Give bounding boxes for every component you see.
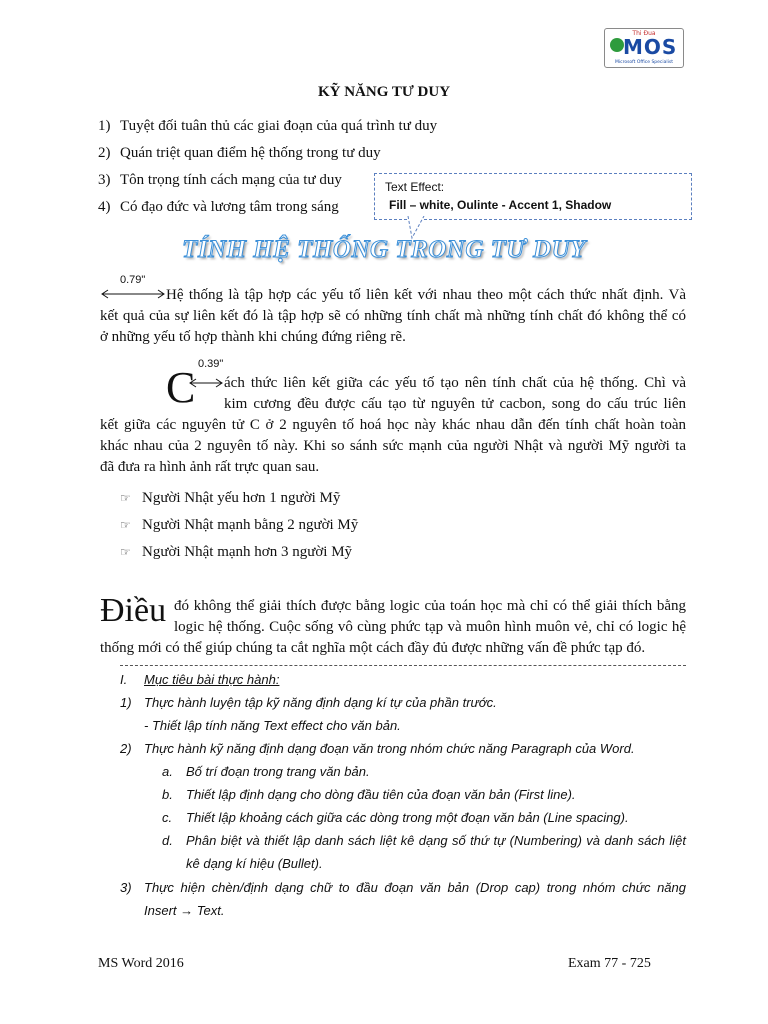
practice-item-num: 3) (120, 880, 132, 895)
practice-subitem: Thiết lập khoảng cách giữa các dòng trong một đoạn văn bản (Line spacing). (186, 810, 629, 825)
callout-heading: Text Effect: (385, 180, 445, 194)
para3-line1: đó không thể giải thích được bằng logic của toán học mà chỉ có thể giải thích bằng (174, 598, 686, 614)
practice-item-num: 1) (120, 695, 132, 710)
para2-line2: kim cương đều được cấu tạo từ nguyên tử cacbon, song do cấu trúc liên (224, 396, 686, 412)
logo-word: MOS (623, 35, 678, 59)
para2-line5: đã đưa ra hình ảnh rất trực quan sau. (100, 459, 320, 475)
mos-logo (604, 28, 684, 68)
indent-arrow-icon (100, 288, 166, 300)
footer-right: Exam 77 - 725 (568, 956, 651, 971)
drop-cap-word: Điều (100, 592, 167, 629)
para2-line4: khác nhau của 2 nguyên tố này. Khi so sánh sức mạnh của người Nhật và người Mỹ người ta (100, 438, 686, 454)
page-title: KỸ NĂNG TƯ DUY (317, 84, 451, 100)
pointing-hand-bullet-icon: ☞ (120, 545, 131, 559)
principle-num: 2) (98, 145, 111, 161)
principle-text: Tuyệt đối tuân thủ các giai đoạn của quá trình tư duy (120, 118, 438, 134)
practice-heading: Mục tiêu bài thực hành: (144, 672, 280, 687)
para1-line1: Hệ thống là tập hợp các yếu tố liên kết với nhau theo một cách thức nhất định. Và (166, 287, 686, 303)
para2-line1: ách thức liên kết giữa các yếu tố tạo nên tính chất của hệ thống. Chì và (224, 375, 686, 391)
para1-line2: kết quả của sự liên kết đó là tập hợp sẽ có những tính chất mà những tính chất đó không thể có (100, 308, 686, 324)
practice-item-num: 2) (120, 741, 132, 756)
list-item-text: Người Nhật mạnh hơn 3 người Mỹ (142, 544, 353, 560)
logo-ball-icon (610, 38, 624, 52)
practice-subitem: Phân biệt và thiết lập danh sách liệt kê dạng số thứ tự (Numbering) và danh sách liệt (186, 833, 686, 848)
first-line-indent-label: 0.79" (120, 274, 146, 286)
pointing-hand-bullet-icon: ☞ (120, 491, 131, 505)
callout-detail: Fill – white, Oulinte - Accent 1, Shadow (389, 198, 612, 212)
principle-text: Tôn trọng tính cách mạng của tư duy (120, 172, 342, 188)
para3-line3: thống mới có thể giúp chúng ta cắt nghĩa một cách đầy đủ được những vấn đề phức tạp đó. (100, 640, 646, 656)
practice-subitem: Bố trí đoạn trong trang văn bản. (186, 764, 370, 779)
principle-item (98, 199, 339, 216)
practice-heading-num: I. (120, 672, 128, 687)
practice-sub-letter: b. (162, 787, 173, 802)
list-item (120, 490, 340, 507)
pointing-hand-bullet-icon: ☞ (120, 518, 131, 532)
practice-subitem-cont: kê dạng kí hiệu (Bullet). (186, 856, 323, 871)
principle-text: Có đạo đức và lương tâm trong sáng (120, 199, 339, 215)
practice-item: Thực hành kỹ năng định dạng đoạn văn trong nhóm chức năng Paragraph của Word. (144, 741, 635, 756)
text-effect-callout (374, 173, 692, 220)
practice-subitem: - Thiết lập tính năng Text effect cho văn bản. (144, 718, 401, 733)
principle-num: 3) (98, 172, 111, 188)
section-divider (120, 665, 686, 666)
principle-item (98, 118, 437, 135)
list-item (120, 544, 352, 561)
text-effect-heading: TÍNH HỆ THỐNG TRONG TƯ DUY (182, 236, 586, 263)
practice-item: Thực hiện chèn/định dạng chữ to đầu đoạn văn bản (Drop cap) trong nhóm chức năng (144, 880, 686, 895)
principle-item (98, 145, 381, 162)
list-item-text: Người Nhật mạnh bằng 2 người Mỹ (142, 517, 359, 533)
footer-left: MS Word 2016 (98, 956, 184, 971)
para3-line2: logic hệ thống. Cuộc sống vô cùng phức tạp và muôn hình muôn vẻ, chỉ có logic hệ (174, 619, 686, 635)
para2-line3: kết giữa các nguyên tử C ở 2 nguyên tố hoá học này khác nhau dẫn đến tính chất hoàn toàn (100, 417, 686, 433)
drop-cap-distance-arrow-icon (188, 377, 224, 389)
principle-num: 1) (98, 118, 111, 134)
logo-top-text: Thi Đua (632, 30, 656, 37)
para1-line3: ở những yếu tố hợp thành khi chúng đứng riêng rẽ. (100, 329, 406, 345)
list-item-text: Người Nhật yếu hơn 1 người Mỹ (142, 490, 341, 506)
principle-item (98, 172, 342, 189)
list-item (120, 517, 358, 534)
drop-cap-letter: C (166, 363, 196, 412)
practice-item-cont: Insert → Text. (144, 903, 225, 918)
logo-bottom-text: Microsoft Office Specialist (614, 60, 674, 65)
practice-sub-letter: a. (162, 764, 173, 779)
principle-num: 4) (98, 199, 111, 215)
practice-sub-letter: d. (162, 833, 173, 848)
drop-cap-distance-label: 0.39" (198, 358, 224, 370)
principle-text: Quán triệt quan điểm hệ thống trong tư duy (120, 145, 381, 161)
practice-subitem: Thiết lập định dạng cho dòng đầu tiên của đoạn văn bản (First line). (186, 787, 576, 802)
practice-sub-letter: c. (162, 810, 173, 825)
practice-item: Thực hành luyện tập kỹ năng định dạng kí tự của phần trước. (144, 695, 497, 710)
